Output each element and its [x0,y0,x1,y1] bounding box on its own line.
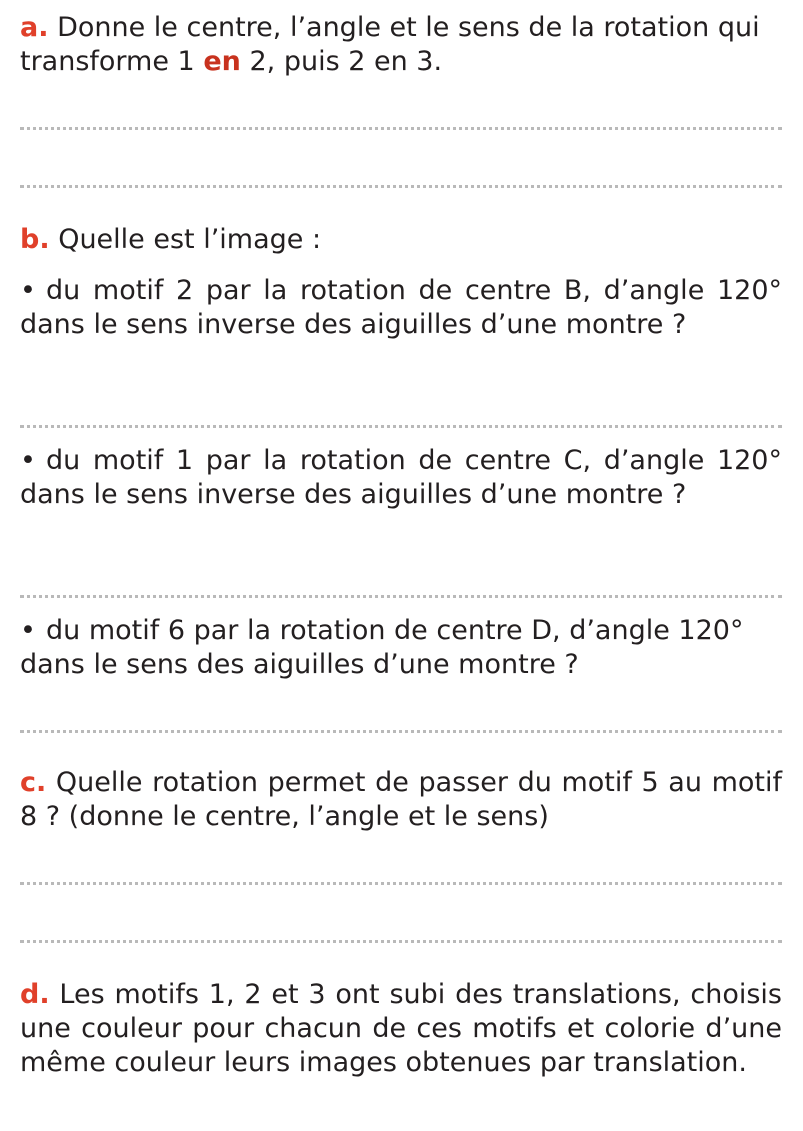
question-b-bullet-1 [20,274,782,342]
answer-line-b-2[interactable] [20,595,782,598]
question-c-text: Quelle rotation permet de passer du motif 5 au motif 8 ? (donne le centre, l’angle et le sens) [20,767,782,832]
question-a-letter: a. [20,12,49,43]
question-a-emphasis: en [203,46,241,77]
question-d-letter: d. [20,979,50,1010]
answer-line-c-2[interactable] [20,940,782,943]
answer-line-b-1[interactable] [20,425,782,428]
question-a-text-before: Donne le centre, l’angle et le sens de la rotation qui transforme 1 [20,12,760,77]
answer-line-a-2[interactable] [20,185,782,188]
question-b-bullet-2 [20,444,782,512]
question-b-bullet-2-text: du motif 1 par la rotation de centre C, d’angle 120° dans le sens inverse des aiguilles d’une montre ? [20,445,782,510]
answer-line-c-1[interactable] [20,882,782,885]
question-d [20,978,782,1080]
question-c-letter: c. [20,767,47,798]
question-b-letter: b. [20,224,50,255]
question-a-text-after: 2, puis 2 en 3. [249,46,443,77]
bullet-icon: • [20,445,36,476]
question-b-bullet-1-text: du motif 2 par la rotation de centre B, d’angle 120° dans le sens inverse des aiguilles d’une montre ? [20,275,782,340]
question-b-text: Quelle est l’image : [58,224,322,255]
question-a [20,11,782,79]
question-d-text: Les motifs 1, 2 et 3 ont subi des translations, choisis une couleur pour chacun de ces motifs et colorie d’une même couleur leurs images obtenues par translation. [20,979,782,1078]
question-b [20,223,782,257]
bullet-icon: • [20,275,36,306]
question-b-bullet-3-text: du motif 6 par la rotation de centre D, d’angle 120° dans le sens des aiguilles d’une montre ? [20,615,744,680]
question-c [20,766,782,834]
answer-line-b-3[interactable] [20,730,782,733]
question-b-bullet-3 [20,614,782,682]
answer-line-a-1[interactable] [20,127,782,130]
bullet-icon: • [20,615,36,646]
